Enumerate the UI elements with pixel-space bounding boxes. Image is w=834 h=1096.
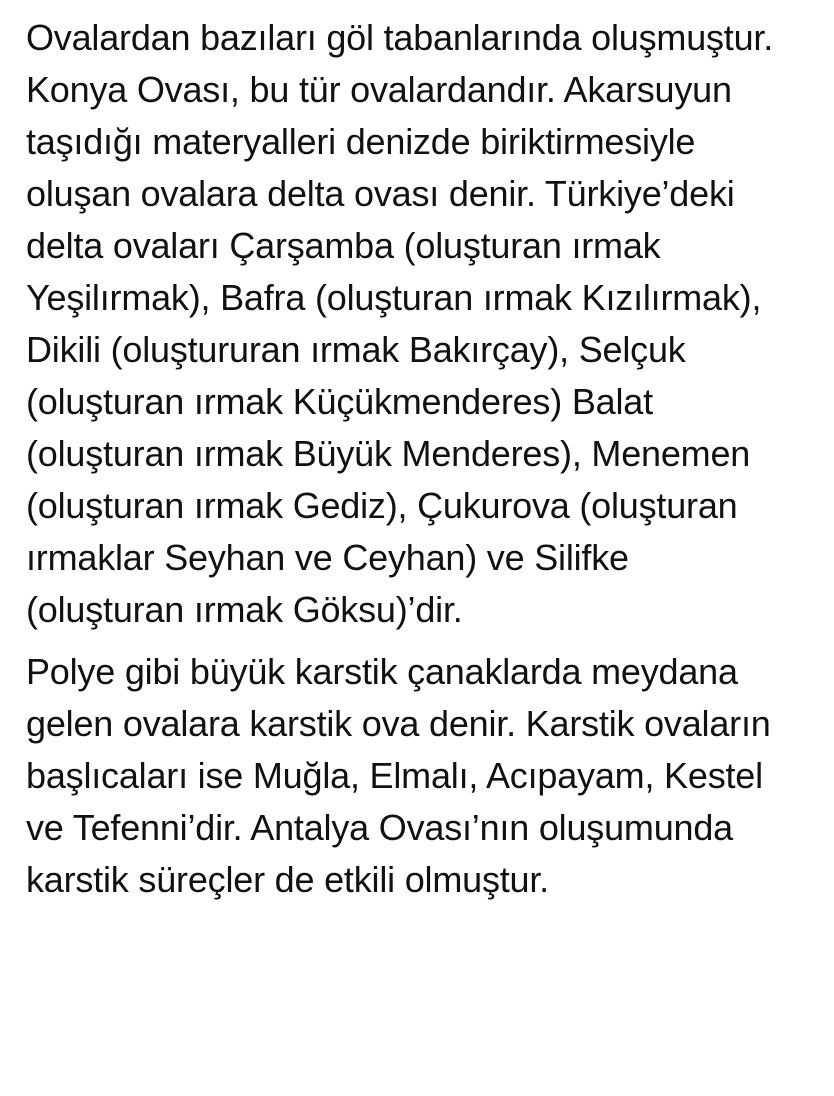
text-line: taşıdığı materyalleri denizde biriktirmesiyle [26, 121, 696, 162]
text-line: (oluşturan ırmak Büyük Menderes), Menemen [26, 433, 751, 474]
text-line: Ovalardan bazıları göl tabanlarında oluşmuştur. [26, 17, 774, 58]
text-line: delta ovaları Çarşamba (oluşturan ırmak [26, 225, 661, 266]
paragraph-delta-plains [26, 12, 824, 636]
text-line: Dikili (oluştururan ırmak Bakırçay), Selçuk [26, 329, 686, 370]
text-line: gelen ovalara karstik ova denir. Karstik ovaların [26, 703, 771, 744]
text-line: (oluşturan ırmak Küçükmenderes) Balat [26, 381, 653, 422]
text-line: oluşan ovalara delta ovası denir. Türkiye’deki [26, 173, 735, 214]
text-line: ve Tefenni’dir. Antalya Ovası’nın oluşumunda [26, 807, 733, 848]
text-line: Konya Ovası, bu tür ovalardandır. Akarsuyun [26, 69, 732, 110]
text-line: (oluşturan ırmak Göksu)’dir. [26, 589, 463, 630]
text-line: (oluşturan ırmak Gediz), Çukurova (oluşturan [26, 485, 738, 526]
text-line: Polye gibi büyük karstik çanaklarda meydana [26, 651, 738, 692]
text-line: karstik süreçler de etkili olmuştur. [26, 859, 549, 900]
text-line: başlıcaları ise Muğla, Elmalı, Acıpayam, Kestel [26, 755, 763, 796]
paragraph-karst-plains [26, 646, 824, 906]
text-line: ırmaklar Seyhan ve Ceyhan) ve Silifke [26, 537, 629, 578]
text-line: Yeşilırmak), Bafra (oluşturan ırmak Kızılırmak), [26, 277, 762, 318]
